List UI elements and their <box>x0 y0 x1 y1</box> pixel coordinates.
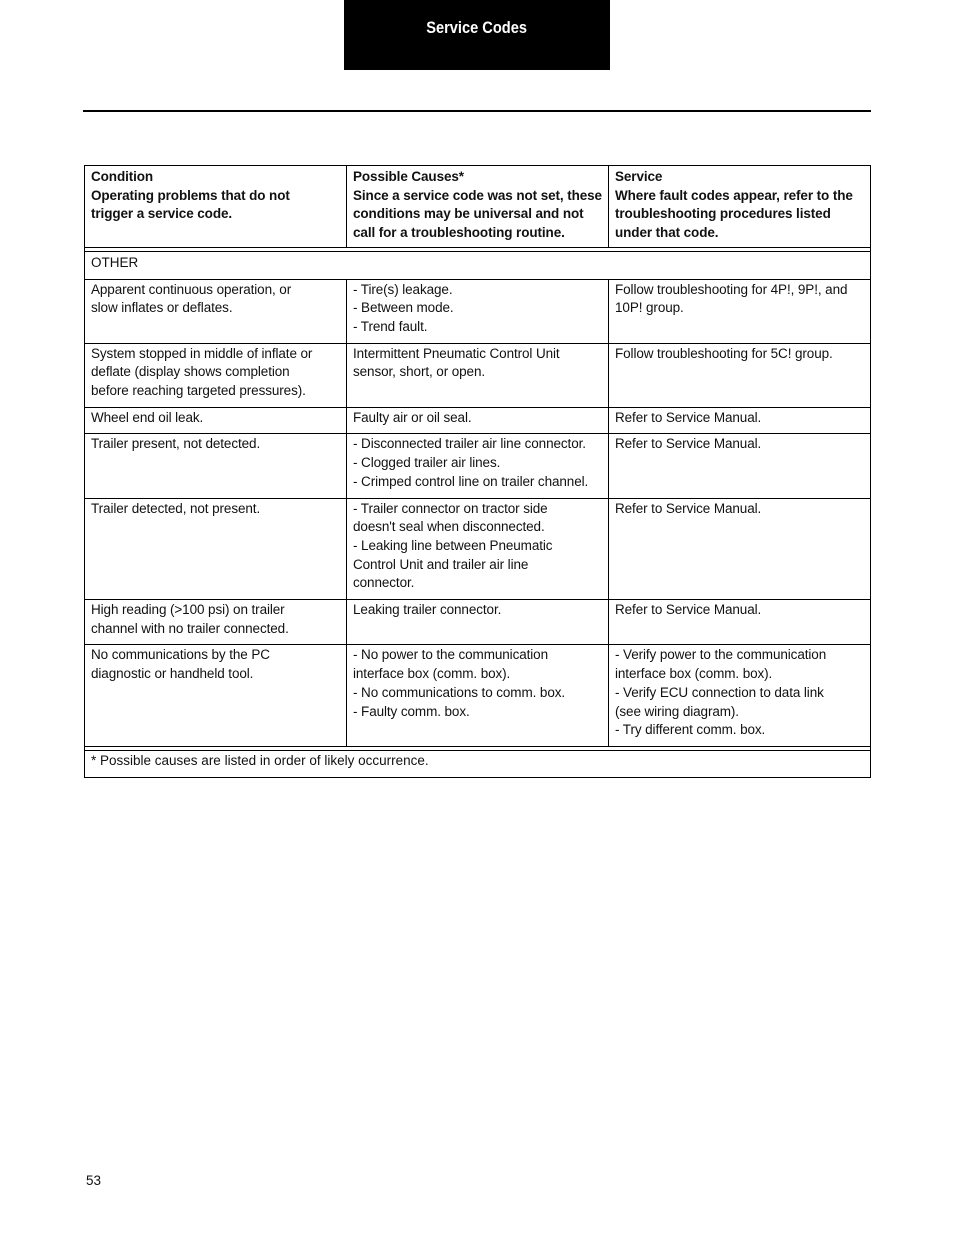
service-item: Follow troubleshooting for 5C! group. <box>615 345 833 361</box>
column-title: Condition <box>91 169 154 184</box>
column-header-possible-causes <box>347 166 609 248</box>
condition-cell <box>85 645 347 747</box>
cause-item: - Leaking line between Pneumatic Control Unit and trailer air line connector. <box>353 537 553 591</box>
cause-item: Intermittent Pneumatic Control Unit sensor, short, or open. <box>353 345 560 380</box>
service-cell <box>609 600 871 645</box>
column-subtitle: Since a service code was not set, these conditions may be universal and not call for a troubleshooting routine. <box>353 187 602 241</box>
service-item: - Try different comm. box. <box>615 722 766 738</box>
service-cell <box>609 434 871 498</box>
column-header-service <box>609 166 871 248</box>
condition-cell <box>85 279 347 343</box>
table-row <box>85 343 871 407</box>
service-cell <box>609 279 871 343</box>
condition-text: Trailer detected, not present. <box>91 500 261 516</box>
cause-item: - Clogged trailer air lines. <box>353 455 501 471</box>
condition-text: Trailer present, not detected. <box>91 436 261 452</box>
cause-item: - Disconnected trailer air line connector. <box>353 436 586 452</box>
cause-item: - Faulty comm. box. <box>353 703 470 719</box>
condition-text: Apparent continuous operation, or slow inflates or deflates. <box>91 281 292 316</box>
table-row <box>85 645 871 747</box>
column-header-condition <box>85 166 347 248</box>
table-row <box>85 279 871 343</box>
service-item: Follow troubleshooting for 4P!, 9P!, and 10P! group. <box>615 281 848 316</box>
cause-item: - Trailer connector on tractor side doesn't seal when disconnected. <box>353 500 548 535</box>
column-subtitle: Where fault codes appear, refer to the troubleshooting procedures listed under that code. <box>615 187 853 241</box>
condition-text: Wheel end oil leak. <box>91 409 204 425</box>
footnote-row <box>85 750 871 777</box>
condition-text: System stopped in middle of inflate or deflate (display shows completion before reaching targeted pressures). <box>91 345 313 399</box>
column-title: Service <box>615 169 663 184</box>
table-row <box>85 407 871 434</box>
condition-cell <box>85 407 347 434</box>
condition-text: High reading (>100 psi) on trailer channel with no trailer connected. <box>91 602 289 636</box>
service-cell <box>609 343 871 407</box>
possible-causes-cell <box>347 645 609 747</box>
possible-causes-cell <box>347 343 609 407</box>
cause-item: - Trend fault. <box>353 318 428 334</box>
condition-cell <box>85 600 347 645</box>
section-header-tab <box>344 0 610 70</box>
table-row <box>85 600 871 645</box>
cause-item: - No communications to comm. box. <box>353 684 566 700</box>
service-item: Refer to Service Manual. <box>615 602 762 618</box>
service-item: - Verify power to the communication interface box (comm. box). <box>615 647 827 682</box>
column-title: Possible Causes* <box>353 169 464 184</box>
possible-causes-cell <box>347 279 609 343</box>
footnote: * Possible causes are listed in order of likely occurrence. <box>85 750 871 777</box>
header-rule <box>83 110 871 112</box>
service-cell <box>609 407 871 434</box>
service-item: - Verify ECU connection to data link (see wiring diagram). <box>615 684 824 719</box>
possible-causes-cell <box>347 407 609 434</box>
cause-item: - No power to the communication interface box (comm. box). <box>353 647 548 682</box>
section-row <box>85 251 871 279</box>
service-cell <box>609 498 871 600</box>
condition-cell <box>85 343 347 407</box>
column-subtitle: Operating problems that do not trigger a service code. <box>91 187 290 222</box>
table-row <box>85 434 871 498</box>
service-item: Refer to Service Manual. <box>615 436 762 452</box>
condition-cell <box>85 434 347 498</box>
page-number: 53 <box>86 1173 102 1188</box>
cause-item: - Tire(s) leakage. <box>353 281 453 297</box>
condition-cell <box>85 498 347 600</box>
cause-item: Leaking trailer connector. <box>353 602 502 618</box>
section-label: OTHER <box>85 251 871 279</box>
possible-causes-cell <box>347 434 609 498</box>
possible-causes-cell <box>347 600 609 645</box>
table-row <box>85 498 871 600</box>
service-cell <box>609 645 871 747</box>
cause-item: - Between mode. <box>353 300 454 316</box>
table-header-row <box>85 166 871 248</box>
service-item: Refer to Service Manual. <box>615 409 762 425</box>
cause-item: Faulty air or oil seal. <box>353 409 472 425</box>
possible-causes-cell <box>347 498 609 600</box>
section-header-title: Service Codes <box>426 18 528 37</box>
cause-item: - Crimped control line on trailer channel. <box>353 473 589 489</box>
service-item: Refer to Service Manual. <box>615 500 762 516</box>
condition-text: No communications by the PC diagnostic or handheld tool. <box>91 647 270 682</box>
service-codes-table <box>84 165 871 778</box>
